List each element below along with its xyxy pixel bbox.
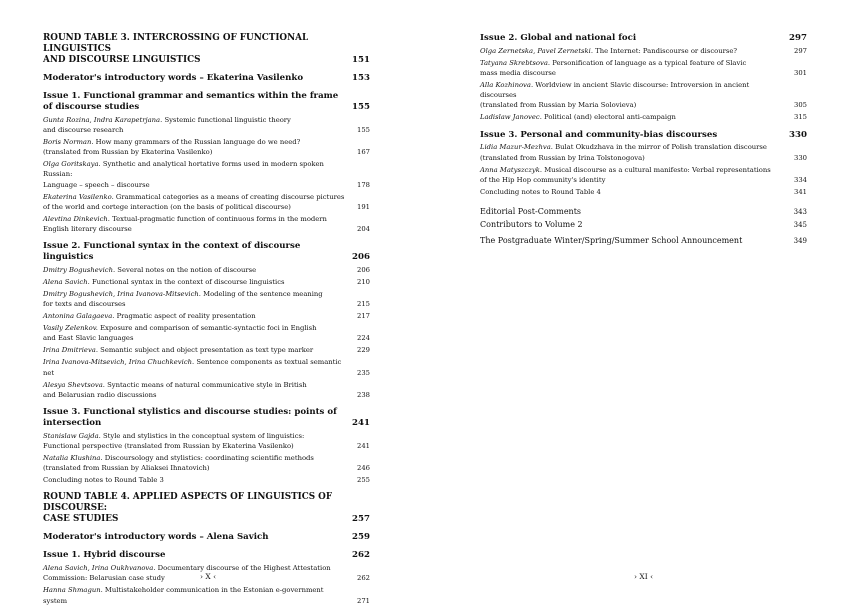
section-title-line: Moderator's introductory words – Alena Savich xyxy=(43,532,269,543)
toc-page-number: 246 xyxy=(357,464,370,473)
toc-entry xyxy=(480,80,807,111)
entry-title-line: mass media discourse xyxy=(480,69,556,77)
spacer xyxy=(480,197,807,206)
section-title xyxy=(43,492,352,525)
toc-entry xyxy=(43,137,370,157)
entry-title-line: Musical discourse as a cultural manifesto: Verbal representations xyxy=(544,165,771,174)
toc-page-number: 215 xyxy=(357,300,370,309)
section-title xyxy=(480,130,789,141)
author-names: Anna Matyszczyk. xyxy=(480,165,543,174)
section-title xyxy=(43,241,352,263)
toc-page-number: 151 xyxy=(352,55,370,65)
toc-entry xyxy=(43,431,370,451)
entry-title-line: and East Slavic languages xyxy=(43,334,134,343)
section-title-line: ROUND TABLE 4. APPLIED ASPECTS OF LINGUISTICS OF DISCOURSE: xyxy=(43,492,333,514)
toc-page-number: 259 xyxy=(352,532,370,543)
toc-page-number: 301 xyxy=(794,69,807,77)
toc-page-number: 305 xyxy=(794,101,807,110)
author-names: Alena Savich. xyxy=(43,278,90,287)
toc-entry xyxy=(43,214,370,234)
section-title-line: Issue 3. Personal and community-bias discourses xyxy=(480,129,718,140)
toc-entry-title xyxy=(43,137,357,157)
author-names: Antonina Galagaeva. xyxy=(43,312,115,321)
toc-page-number: 255 xyxy=(357,476,370,485)
toc-page-number: 235 xyxy=(357,368,370,377)
section-heading xyxy=(43,241,370,263)
toc-page-number: 224 xyxy=(357,334,370,343)
section-title-line: Issue 1. Functional grammar and semantics within the frame xyxy=(43,91,339,101)
section-title-line: Moderator's introductory words – Ekaterina Vasilenko xyxy=(43,73,304,83)
entry-title-line: Language – speech – discourse xyxy=(43,180,150,189)
toc-entry-title xyxy=(480,46,794,56)
toc-page-number: 178 xyxy=(357,180,370,189)
section-title-line: ROUND TABLE 3. INTERCROSSING OF FUNCTIONAL LINGUISTICS xyxy=(43,33,309,54)
section-title-line: Issue 2. Global and national foci xyxy=(480,33,637,43)
toc-entry-title xyxy=(43,475,357,485)
entry-title-line: for texts and discourses xyxy=(43,300,126,309)
toc-page-number: 297 xyxy=(794,46,807,55)
toc-entry xyxy=(43,345,370,355)
entry-title-line: (translated from Russian by Ekaterina Vasilenko) xyxy=(43,148,213,157)
toc-page-number: 241 xyxy=(357,442,370,451)
toc-entry-title xyxy=(43,323,357,343)
toc-page-number: 271 xyxy=(357,596,370,605)
entry-title-line: Pragmatic aspect of reality presentation xyxy=(116,312,256,321)
toc-page-number: 229 xyxy=(357,346,370,355)
section-title-line: AND DISCOURSE LINGUISTICS xyxy=(43,55,201,65)
toc-entry-title xyxy=(43,453,357,473)
entry-title-line: (translated from Russian by Aliaksei Ihnatovich) xyxy=(43,464,210,473)
toc-page-number: 153 xyxy=(352,73,370,83)
author-names: Alla Kozhinova. xyxy=(480,81,534,89)
toc-page-number: 315 xyxy=(794,113,807,122)
toc-entry xyxy=(43,277,370,287)
toc-entry xyxy=(480,46,807,56)
toc-entry-title xyxy=(43,289,357,309)
entry-title-line: of the world and cortege interaction (on the basis of political discourse) xyxy=(43,202,291,211)
section-title-line: Issue 3. Functional stylistics and discourse studies: points of intersection xyxy=(43,407,337,429)
toc-entry xyxy=(480,206,807,219)
toc-entry xyxy=(43,357,370,377)
entry-title-line: and discourse research xyxy=(43,126,124,134)
toc-page-number: 155 xyxy=(357,126,370,134)
author-names: Dmitry Bogushevich, Irina Ivanova-Mitsevich. xyxy=(43,290,201,299)
toc-entry-title xyxy=(43,431,357,451)
toc-page-number: 206 xyxy=(352,252,370,263)
author-names: Irina Dmitrieva. xyxy=(43,346,98,355)
toc-entry-title: The Postgraduate Winter/Spring/Summer School Announcement xyxy=(480,236,743,246)
toc-entry-title xyxy=(480,80,794,111)
toc-page-number: 204 xyxy=(357,225,370,234)
entry-title-line: Political (and) electoral anti-campaign xyxy=(544,113,676,122)
toc-entry-title xyxy=(43,159,357,190)
toc-entry xyxy=(480,165,807,185)
toc-entry-title xyxy=(480,58,794,78)
toc-page-number: 343 xyxy=(793,208,807,217)
toc-page-number: 297 xyxy=(789,33,807,43)
author-names: Tatyana Skrebtsova. xyxy=(480,58,551,67)
author-names: Gunta Rozina, Indra Karapetrjana. xyxy=(43,115,163,124)
toc-page-number: 241 xyxy=(352,418,370,429)
author-names: Alesya Shevtsova. xyxy=(43,380,105,389)
section-title xyxy=(43,91,352,113)
toc-page-number: 262 xyxy=(352,550,370,561)
entry-title-line: (translated from Russian by Irina Tolstonogova) xyxy=(480,153,645,162)
toc-entry xyxy=(43,585,370,605)
entry-title-line: Personification of language as a typical feature of Slavic xyxy=(552,58,747,67)
toc-entry xyxy=(43,311,370,321)
section-title xyxy=(43,33,352,66)
section-heading xyxy=(480,33,807,44)
author-names: Natalia Klushina. xyxy=(43,454,103,463)
toc-page-number: 217 xyxy=(357,312,370,321)
section-title xyxy=(480,33,789,44)
toc-entry xyxy=(43,192,370,212)
entry-title-line: Concluding notes to Round Table 4 xyxy=(480,187,601,196)
toc-page-number: 206 xyxy=(357,266,370,275)
toc-page-number: 334 xyxy=(794,175,807,184)
author-names: Lidia Mazur-Mezhva. xyxy=(480,143,553,152)
entry-title-line: (translated from Russian by Maria Solovieva) xyxy=(480,101,637,110)
toc-entry xyxy=(43,323,370,343)
toc-entry xyxy=(43,265,370,275)
author-names: Olga Zernetska, Pavel Zernetski. xyxy=(480,46,593,55)
toc-entry xyxy=(43,159,370,190)
toc-page-number: 257 xyxy=(352,514,370,525)
toc-entry-title xyxy=(43,311,357,321)
left-page xyxy=(0,0,425,605)
entry-title-line: Synthetic and analytical hortative forms used in modern spoken Russian: xyxy=(43,160,324,179)
entry-title-line: Sentence components as textual semantic net xyxy=(43,358,342,377)
author-names: Olga Goritskaya. xyxy=(43,160,101,169)
section-heading xyxy=(480,130,807,141)
toc-entry-title xyxy=(43,345,357,355)
entry-title-line: Semantic subject and object presentation as text type marker xyxy=(100,346,314,355)
toc-entry-title xyxy=(480,187,794,197)
toc-entry-title xyxy=(43,585,357,605)
toc-entry-title xyxy=(43,357,357,377)
entry-title-line: Concluding notes to Round Table 3 xyxy=(43,476,164,485)
toc-entry-title xyxy=(43,192,357,212)
toc-entry-title xyxy=(43,115,357,135)
round-table-heading xyxy=(43,492,370,525)
section-heading xyxy=(43,73,370,84)
toc-page-number: 262 xyxy=(357,574,370,583)
entry-title-line: Worldview in ancient Slavic discourse: Introversion in ancient discourses xyxy=(480,81,750,100)
author-names: Dmitry Bogushevich. xyxy=(43,266,116,275)
entry-title-line: Modeling of the sentence meaning xyxy=(203,290,323,299)
author-names: Boris Norman. xyxy=(43,138,94,146)
section-title xyxy=(43,407,352,429)
entry-title-line: How many grammars of the Russian language do we need? xyxy=(95,138,301,146)
toc-entry xyxy=(43,453,370,473)
toc-entry-title xyxy=(43,265,357,275)
section-title xyxy=(43,550,352,561)
entry-title-line: Multistakeholder communication in the Estonian e-government system xyxy=(43,586,324,605)
section-title-line: of discourse studies xyxy=(43,102,140,112)
entry-title-line: Functional perspective (translated from Russian by Ekaterina Vasilenko) xyxy=(43,442,294,451)
page-number: › XI ‹ xyxy=(634,572,654,581)
toc-page-number: 349 xyxy=(793,237,807,246)
entry-title-line: and Belarusian radio discussions xyxy=(43,390,157,399)
toc-entry-title: Editorial Post-Comments xyxy=(480,207,582,217)
toc-entry xyxy=(480,58,807,78)
toc-entry xyxy=(43,475,370,485)
entry-title-line: Commission: Belarusian case study xyxy=(43,574,165,583)
author-names: Ekaterina Vasilenko. xyxy=(43,192,114,201)
toc-entry-title xyxy=(480,142,794,162)
section-heading xyxy=(43,407,370,429)
toc-entry-title xyxy=(43,277,357,287)
entry-title-line: Exposure and comparison of semantic-syntactic foci in English xyxy=(100,324,317,333)
entry-title-line: Style and stylistics in the conceptual system of linguistics: xyxy=(103,431,305,440)
toc-page-number: 330 xyxy=(789,129,807,140)
toc-entry xyxy=(480,219,807,232)
toc-entry-title xyxy=(43,380,357,400)
toc-entry-title: Contributors to Volume 2 xyxy=(480,219,583,229)
toc-page-number: 345 xyxy=(793,220,807,229)
section-heading xyxy=(43,532,370,543)
toc-entry xyxy=(480,235,807,248)
toc-page-number: 167 xyxy=(357,148,370,157)
toc-column-right xyxy=(480,33,807,248)
entry-title-line: Bulat Okudzhava in the mirror of Polish translation discourse xyxy=(555,143,767,152)
toc-entry xyxy=(480,112,807,122)
toc-column-left xyxy=(43,33,370,606)
section-heading xyxy=(43,550,370,561)
author-names: Alena Savich, Irina Oukhvanova. xyxy=(43,564,156,573)
toc-entry xyxy=(43,289,370,309)
toc-page-number: 155 xyxy=(352,102,370,112)
section-title xyxy=(43,73,352,84)
page-number: › X ‹ xyxy=(200,572,217,581)
entry-title-line: Syntactic means of natural communicative style in British xyxy=(107,380,307,389)
toc-entry xyxy=(480,142,807,162)
entry-title-line: Documentary discourse of the Highest Attestation xyxy=(157,564,331,573)
entry-title-line: Grammatical categories as a means of creating discourse pictures xyxy=(115,192,345,201)
entry-title-line: of the Hip Hop community's identity xyxy=(480,175,606,184)
entry-title-line: English literary discourse xyxy=(43,225,132,234)
author-names: Ladislaw Janovec. xyxy=(480,113,542,122)
section-heading xyxy=(43,91,370,113)
toc-entry xyxy=(480,187,807,197)
toc-page-number: 330 xyxy=(794,153,807,162)
author-names: Alevtina Dinkevich. xyxy=(43,214,110,223)
toc-page-number: 191 xyxy=(357,202,370,211)
entry-title-line: Textual-pragmatic function of continuous forms in the modern xyxy=(112,214,327,223)
author-names: Hanna Shmagun. xyxy=(43,586,103,595)
toc-entry-title xyxy=(43,214,357,234)
entry-title-line: The Internet: Pandiscourse or discourse? xyxy=(595,46,738,55)
section-title xyxy=(43,532,352,543)
toc-page-number: 341 xyxy=(794,187,807,196)
toc-entry xyxy=(43,380,370,400)
toc-page-number: 238 xyxy=(357,390,370,399)
round-table-heading xyxy=(43,33,370,66)
right-page xyxy=(425,0,850,600)
entry-title-line: Functional syntax in the context of discourse linguistics xyxy=(91,278,285,287)
toc-entry xyxy=(43,115,370,135)
toc-entry-title xyxy=(480,165,794,185)
author-names: Irina Ivanova-Mitsevich, Irina Chuchkevich. xyxy=(43,358,195,367)
entry-title-line: Several notes on the notion of discourse xyxy=(117,266,257,275)
entry-title-line: Systemic functional linguistic theory xyxy=(164,115,291,124)
section-title-line: CASE STUDIES xyxy=(43,514,119,525)
section-title-line: Issue 2. Functional syntax in the context of discourse linguistics xyxy=(43,241,301,263)
author-names: Stanislaw Gajda. xyxy=(43,431,101,440)
entry-title-line: Discoursology and stylistics: coordinating scientific methods xyxy=(104,454,314,463)
toc-page-number: 210 xyxy=(357,278,370,287)
toc-entry-title xyxy=(480,112,794,122)
author-names: Vasily Zelenkov. xyxy=(43,324,98,333)
section-title-line: Issue 1. Hybrid discourse xyxy=(43,550,166,561)
